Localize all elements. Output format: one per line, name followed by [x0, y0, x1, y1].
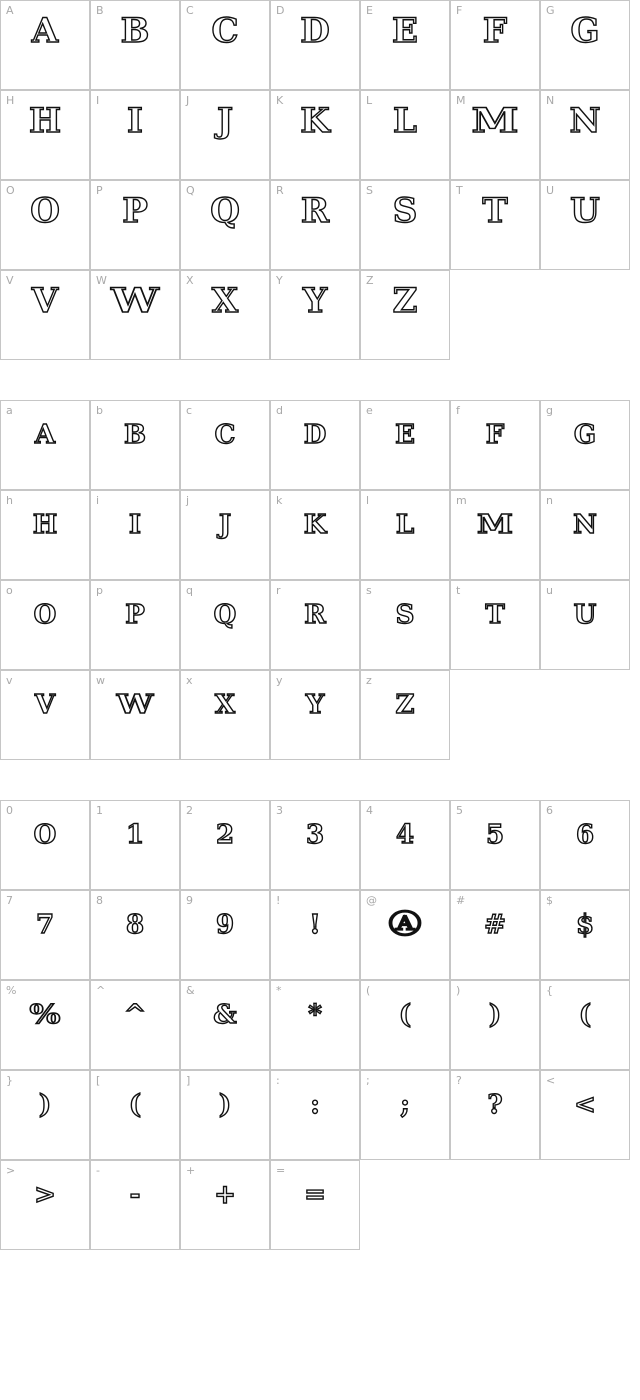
glyph-sample: * — [308, 1000, 322, 1030]
glyph-cell — [540, 0, 630, 90]
glyph-cell — [270, 1070, 360, 1160]
glyph-sample: U — [573, 600, 597, 630]
glyph-sample: I — [127, 101, 143, 141]
glyph-sample: I — [128, 510, 142, 540]
glyph-cell — [270, 980, 360, 1070]
glyph-cell-label: p — [96, 584, 103, 597]
glyph-cell — [360, 90, 450, 180]
glyph-cell — [450, 180, 540, 270]
glyph-sample: H — [32, 510, 58, 540]
glyph-cell — [540, 800, 630, 890]
glyph-cell — [450, 490, 540, 580]
glyph-cell-label: E — [366, 4, 373, 17]
glyph-cell-label: g — [546, 404, 553, 417]
glyph-sample: Y — [302, 281, 328, 321]
glyph-cell-label: = — [276, 1164, 286, 1177]
glyph-sample: S — [392, 191, 418, 231]
glyph-cell — [0, 890, 90, 980]
glyph-cell-label: < — [546, 1074, 556, 1087]
glyph-cell-label: J — [186, 94, 190, 107]
glyph-cell-label: j — [186, 494, 190, 507]
glyph-cell-label: ; — [366, 1074, 370, 1087]
glyph-sample: A — [34, 420, 56, 450]
glyph-cell-label: $ — [546, 894, 553, 907]
glyph-cell-label: H — [6, 94, 15, 107]
glyph-sample: K — [303, 510, 327, 540]
glyph-sample: J — [218, 510, 232, 540]
glyph-sample: U — [570, 191, 600, 231]
glyph-cell-label: h — [6, 494, 13, 507]
glyph-cell-label: t — [456, 584, 461, 597]
glyph-cell — [540, 490, 630, 580]
glyph-cell — [180, 270, 270, 360]
glyph-sample: S — [395, 600, 415, 630]
glyph-sample: X — [211, 281, 239, 321]
glyph-sample: ( — [578, 1000, 592, 1030]
glyph-cell — [180, 490, 270, 580]
glyph-cell-label: V — [6, 274, 14, 287]
glyph-cell-label: O — [6, 184, 15, 197]
glyph-cell-label: k — [276, 494, 283, 507]
glyph-cell — [180, 580, 270, 670]
glyph-sample: : — [310, 1090, 320, 1120]
glyph-cell — [180, 890, 270, 980]
glyph-cell — [540, 400, 630, 490]
glyph-cell-label: K — [276, 94, 284, 107]
glyph-cell-label: M — [456, 94, 466, 107]
glyph-cell-label: a — [6, 404, 13, 417]
glyph-cell — [360, 670, 450, 760]
glyph-sample: < — [574, 1090, 596, 1120]
glyph-cell — [270, 890, 360, 980]
glyph-cell — [90, 490, 180, 580]
glyph-sample: 5 — [485, 820, 505, 850]
glyph-cell-label: I — [96, 94, 100, 107]
glyph-cell — [450, 0, 540, 90]
glyph-sample: ; — [400, 1090, 410, 1120]
glyph-sample: T — [485, 600, 505, 630]
glyph-cell — [90, 1160, 180, 1250]
glyph-sample: 9 — [215, 910, 235, 940]
glyph-cell — [180, 980, 270, 1070]
glyph-cell — [270, 490, 360, 580]
glyph-sample: C — [211, 11, 239, 51]
glyph-cell-label: } — [6, 1074, 13, 1087]
glyph-cell — [540, 1070, 630, 1160]
glyph-cell — [270, 400, 360, 490]
glyph-cell — [0, 180, 90, 270]
glyph-cell — [180, 180, 270, 270]
glyph-cell — [270, 800, 360, 890]
glyph-sample: E — [392, 11, 418, 51]
glyph-cell — [90, 580, 180, 670]
glyph-sample: Z — [392, 281, 418, 321]
glyph-cell-label: 0 — [6, 804, 13, 817]
glyph-cell-label: D — [276, 4, 285, 17]
glyph-cell-label: { — [546, 984, 553, 997]
glyph-cell — [450, 400, 540, 490]
glyph-sample: V — [31, 281, 59, 321]
glyph-cell — [0, 270, 90, 360]
glyph-sample: ) — [38, 1090, 52, 1120]
glyph-sample: N — [573, 510, 597, 540]
glyph-cell — [450, 890, 540, 980]
glyph-cell — [0, 980, 90, 1070]
glyph-sample: Ⓐ — [388, 910, 422, 940]
glyph-sample: ( — [128, 1090, 142, 1120]
glyph-cell-label: & — [186, 984, 195, 997]
glyph-cell — [360, 180, 450, 270]
glyph-cell-label: 5 — [456, 804, 463, 817]
glyph-cell-label: d — [276, 404, 283, 417]
glyph-cell-label: C — [186, 4, 194, 17]
glyph-sample: ( — [398, 1000, 412, 1030]
glyph-cell-label: [ — [96, 1074, 101, 1087]
glyph-cell-label: ^ — [96, 984, 106, 997]
glyph-cell-label: 2 — [186, 804, 193, 817]
glyph-cell-label: W — [96, 274, 107, 287]
glyph-cell — [0, 0, 90, 90]
glyph-sample: ^ — [124, 1000, 146, 1030]
glyph-cell-label: Z — [366, 274, 374, 287]
glyph-cell — [180, 1160, 270, 1250]
glyph-sample: P — [125, 600, 145, 630]
glyph-cell — [0, 490, 90, 580]
glyph-sample: A — [31, 11, 59, 51]
glyph-cell-label: N — [546, 94, 555, 107]
glyph-cell-label: 4 — [366, 804, 373, 817]
glyph-cell-label: n — [546, 494, 553, 507]
glyph-cell-label: A — [6, 4, 14, 17]
glyph-cell-label: 8 — [96, 894, 103, 907]
glyph-cell — [0, 1160, 90, 1250]
glyph-cell — [0, 580, 90, 670]
glyph-cell-label: ! — [276, 894, 281, 907]
glyph-cell-label: l — [366, 494, 370, 507]
glyph-cell — [450, 800, 540, 890]
glyph-sample: M — [471, 101, 519, 141]
glyph-sample: Z — [395, 690, 415, 720]
glyph-cell — [180, 400, 270, 490]
glyph-cell-label: % — [6, 984, 17, 997]
glyph-sample: 2 — [215, 820, 235, 850]
glyph-cell-label: G — [546, 4, 555, 17]
glyph-cell — [450, 980, 540, 1070]
glyph-cell-label: z — [366, 674, 372, 687]
glyph-sample: ? — [487, 1090, 503, 1120]
glyph-cell — [270, 580, 360, 670]
glyph-cell-label: ] — [186, 1074, 191, 1087]
glyph-cell-label: ) — [456, 984, 461, 997]
glyph-cell-label: L — [366, 94, 373, 107]
glyph-sample: X — [214, 690, 236, 720]
glyph-cell-label: o — [6, 584, 13, 597]
glyph-cell — [90, 90, 180, 180]
glyph-cell — [450, 580, 540, 670]
glyph-cell-label: - — [96, 1164, 100, 1177]
glyph-cell — [270, 1160, 360, 1250]
glyph-sample: O — [33, 600, 57, 630]
glyph-cell — [540, 180, 630, 270]
glyph-sample: D — [300, 11, 330, 51]
glyph-cell-label: + — [186, 1164, 196, 1177]
glyph-cell-label: B — [96, 4, 104, 17]
glyph-sample: T — [482, 191, 508, 231]
glyph-cell — [90, 0, 180, 90]
glyph-sample: R — [300, 191, 330, 231]
glyph-sample: O — [30, 191, 60, 231]
glyph-sample: 7 — [35, 910, 55, 940]
glyph-sample: P — [122, 191, 148, 231]
glyph-cell-label: R — [276, 184, 284, 197]
glyph-sample: ) — [218, 1090, 232, 1120]
glyph-cell — [180, 1070, 270, 1160]
glyph-cell — [360, 400, 450, 490]
glyph-cell — [0, 1070, 90, 1160]
glyph-cell-label: 6 — [546, 804, 553, 817]
glyph-sample: ) — [488, 1000, 502, 1030]
glyph-sample: N — [569, 101, 601, 141]
glyph-cell-label: T — [456, 184, 463, 197]
glyph-sample: G — [573, 420, 597, 450]
glyph-sample: 3 — [305, 820, 325, 850]
glyph-sample: W — [116, 690, 154, 720]
glyph-cell — [360, 1070, 450, 1160]
glyph-cell — [180, 0, 270, 90]
glyph-cell-label: v — [6, 674, 13, 687]
glyph-cell — [90, 1070, 180, 1160]
glyph-cell-label: X — [186, 274, 194, 287]
glyph-sample: = — [304, 1180, 326, 1210]
glyph-cell — [90, 980, 180, 1070]
glyph-cell — [270, 180, 360, 270]
glyph-cell — [90, 890, 180, 980]
glyph-sample: 4 — [395, 820, 415, 850]
glyph-cell-label: 3 — [276, 804, 283, 817]
glyph-cell-label: Y — [276, 274, 283, 287]
glyph-cell-label: s — [366, 584, 372, 597]
glyph-cell-label: * — [276, 984, 282, 997]
glyph-cell-label: f — [456, 404, 460, 417]
glyph-cell — [540, 90, 630, 180]
glyph-cell-label: ? — [456, 1074, 462, 1087]
glyph-cell-label: 1 — [96, 804, 103, 817]
glyph-cell — [270, 90, 360, 180]
glyph-sample: # — [484, 910, 506, 940]
glyph-sample: 1 — [125, 820, 145, 850]
glyph-cell — [90, 800, 180, 890]
glyph-cell — [90, 180, 180, 270]
glyph-cell — [360, 270, 450, 360]
glyph-cell — [270, 270, 360, 360]
glyph-sample: E — [395, 420, 415, 450]
glyph-sample: & — [213, 1000, 237, 1030]
glyph-sample: W — [111, 281, 159, 321]
glyph-cell — [540, 580, 630, 670]
glyph-sample: 8 — [125, 910, 145, 940]
glyph-sample: Y — [305, 690, 325, 720]
glyph-cell — [0, 800, 90, 890]
glyph-cell — [90, 670, 180, 760]
glyph-cell-label: b — [96, 404, 103, 417]
glyph-cell — [0, 90, 90, 180]
glyph-cell — [360, 0, 450, 90]
glyph-cell-label: : — [276, 1074, 280, 1087]
glyph-cell-label: ( — [366, 984, 371, 997]
glyph-cell-label: > — [6, 1164, 16, 1177]
glyph-sample: L — [395, 510, 415, 540]
glyph-sample: D — [303, 420, 327, 450]
glyph-cell — [360, 800, 450, 890]
glyph-cell — [0, 400, 90, 490]
glyph-cell-label: F — [456, 4, 463, 17]
glyph-sample: + — [214, 1180, 236, 1210]
glyph-cell-label: c — [186, 404, 193, 417]
glyph-cell-label: P — [96, 184, 103, 197]
glyph-cell — [90, 400, 180, 490]
glyph-sample: Q — [210, 191, 240, 231]
glyph-cell-label: q — [186, 584, 193, 597]
glyph-cell — [450, 1070, 540, 1160]
glyph-sample: B — [120, 11, 150, 51]
glyph-cell — [270, 670, 360, 760]
glyph-sample: B — [124, 420, 146, 450]
glyph-cell — [360, 580, 450, 670]
glyph-sample: V — [34, 690, 56, 720]
glyph-cell — [180, 90, 270, 180]
glyph-cell-label: U — [546, 184, 555, 197]
glyph-sample: ! — [309, 910, 321, 940]
glyph-sample: C — [214, 420, 236, 450]
glyph-sample: Q — [213, 600, 237, 630]
glyph-sample: L — [393, 101, 417, 141]
glyph-cell-label: m — [456, 494, 467, 507]
glyph-cell — [450, 90, 540, 180]
glyph-cell-label: r — [276, 584, 281, 597]
glyph-cell-label: w — [96, 674, 105, 687]
glyph-cell-label: 7 — [6, 894, 13, 907]
glyph-cell — [360, 890, 450, 980]
glyph-cell — [90, 270, 180, 360]
glyph-cell-label: @ — [366, 894, 377, 907]
glyph-cell — [270, 0, 360, 90]
glyph-cell — [180, 800, 270, 890]
glyph-sample: - — [129, 1180, 141, 1210]
glyph-sample: 6 — [575, 820, 595, 850]
glyph-cell-label: # — [456, 894, 466, 907]
glyph-sample: K — [300, 101, 330, 141]
glyph-cell-label: S — [366, 184, 373, 197]
glyph-cell — [180, 670, 270, 760]
glyph-sample: $ — [575, 910, 595, 940]
glyph-cell-label: x — [186, 674, 193, 687]
glyph-cell — [360, 980, 450, 1070]
glyph-cell-label: y — [276, 674, 283, 687]
glyph-cell-label: e — [366, 404, 373, 417]
glyph-cell-label: u — [546, 584, 553, 597]
glyph-cell-label: 9 — [186, 894, 193, 907]
glyph-cell — [360, 490, 450, 580]
glyph-cell — [540, 980, 630, 1070]
glyph-cell-label: Q — [186, 184, 195, 197]
glyph-sample: F — [482, 11, 508, 51]
glyph-cell — [540, 890, 630, 980]
glyph-sample: G — [570, 11, 600, 51]
glyph-sample: > — [34, 1180, 56, 1210]
glyph-sample: O — [33, 820, 57, 850]
glyph-sample: F — [485, 420, 505, 450]
glyph-sample: H — [28, 101, 62, 141]
glyph-sample: % — [29, 1000, 61, 1030]
glyph-cell-label: i — [96, 494, 100, 507]
glyph-cell — [0, 670, 90, 760]
glyph-sample: R — [304, 600, 326, 630]
glyph-sample: J — [216, 101, 234, 141]
glyph-sample: M — [477, 510, 513, 540]
